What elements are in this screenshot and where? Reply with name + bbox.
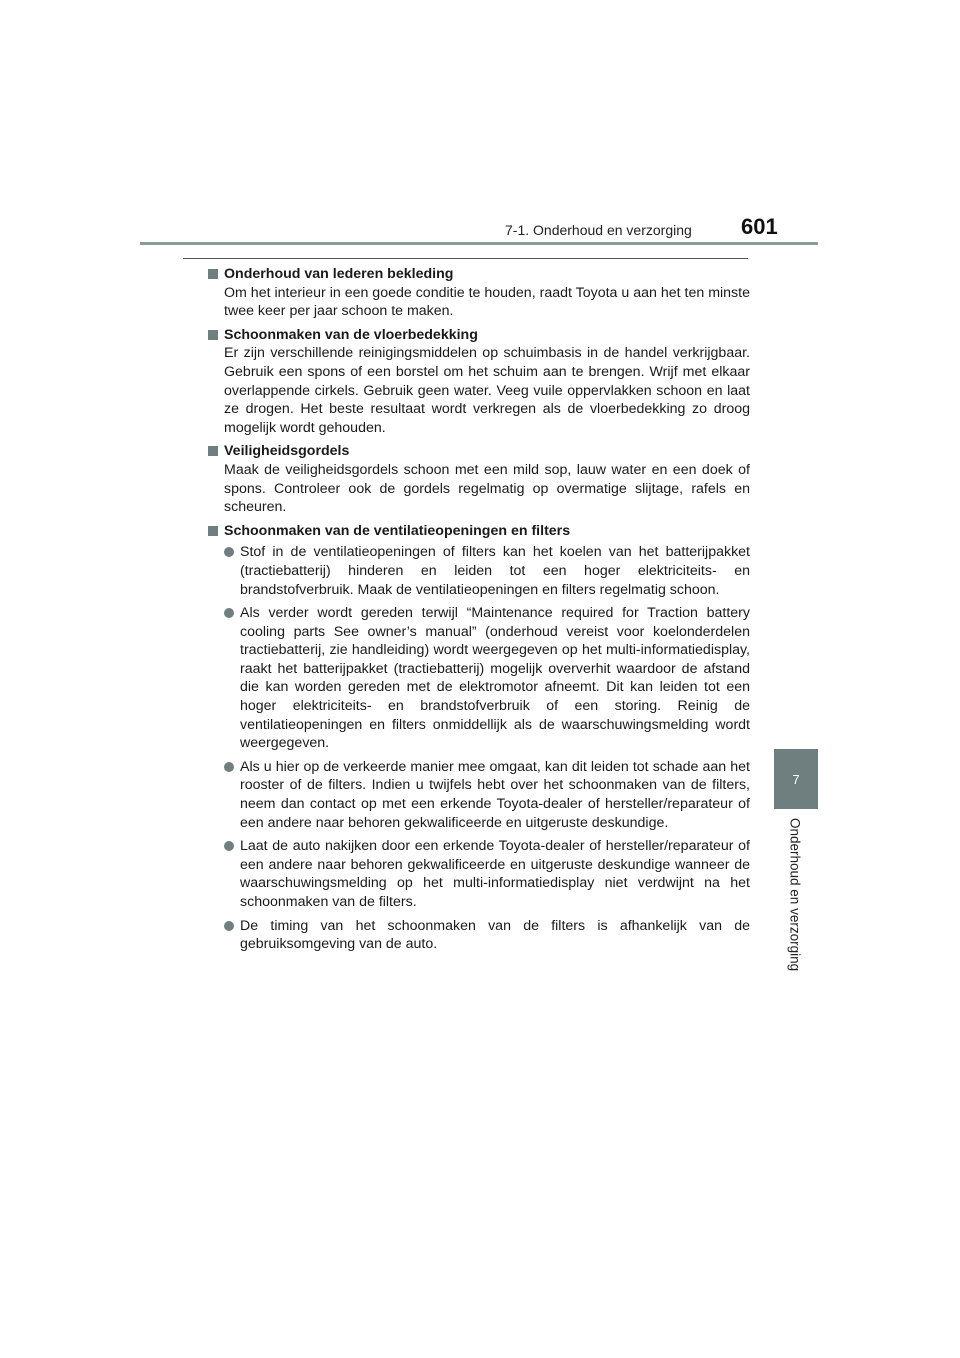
bullet-text: De timing van het schoonmaken van de filters is afhankelijk van de gebruiksomgeving van de auto. — [240, 917, 750, 953]
section-seatbelts — [208, 442, 750, 516]
section-heading-text: Schoonmaken van de ventilatieopeningen en filters — [224, 522, 571, 539]
section-ventilation — [208, 522, 750, 954]
round-bullet-icon — [224, 762, 234, 772]
section-paragraph: Maak de veiligheidsgordels schoon met een mild sop, lauw water en een doek of spons. Controleer ook de gordels regelmatig op overmatige slijtage, rafels en scheuren. — [224, 461, 750, 516]
square-bullet-icon — [208, 269, 218, 279]
bullet-item — [240, 837, 750, 911]
square-bullet-icon — [208, 526, 218, 536]
chapter-label: Onderhoud en verzorging — [787, 818, 803, 972]
round-bullet-icon — [224, 921, 234, 931]
bullet-item — [240, 604, 750, 753]
section-heading — [224, 522, 750, 541]
bullet-item — [240, 543, 750, 599]
header-section-title: 7-1. Onderhoud en verzorging — [505, 222, 692, 238]
round-bullet-icon — [224, 608, 234, 618]
square-bullet-icon — [208, 330, 218, 340]
page-content — [208, 265, 750, 959]
chapter-number: 7 — [792, 771, 800, 787]
section-heading — [224, 442, 750, 461]
section-heading-text: Schoonmaken van de vloerbedekking — [224, 326, 478, 343]
section-leather — [208, 265, 750, 321]
bullet-item — [240, 917, 750, 954]
page-number: 601 — [741, 214, 778, 239]
chapter-side-label — [772, 818, 818, 998]
bullet-text: Als verder wordt gereden terwijl “Maintenance required for Traction battery cooling parts See owner’s manual” (onderhoud vereist voor koelonderdelen tractiebatterij, zie handleiding) wordt weergegeven op het multi-informatiedisplay, raakt het batterijpakket (tractiebatterij) mogelijk oververhit waardoor de afstand die kan worden gereden met de elektromotor afneemt. Dit kan leiden tot een hoger elektriciteits- en brandstofverbruik of een storing. Reinig de ventilatieopeningen en filters onmiddellijk als de waarschuwingsmelding wordt weergegeven. — [240, 605, 750, 752]
content-top-rule — [183, 258, 748, 259]
bullet-item — [240, 758, 750, 832]
bullet-text: Laat de auto nakijken door een erkende Toyota-dealer of hersteller/reparateur of een andere naar behoren gekwalificeerde en uitgeruste deskundige wanneer de waarschuwingsmelding op het multi-informatiedisplay niet verdwijnt na het schoonmaken van de filters. — [240, 838, 750, 910]
section-heading-text: Veiligheidsgordels — [224, 443, 350, 460]
section-carpet — [208, 326, 750, 438]
round-bullet-icon — [224, 547, 234, 557]
bullet-text: Als u hier op de verkeerde manier mee omgaat, kan dit leiden tot schade aan het rooster of de filters. Indien u twijfels hebt over het schoonmaken van de filters, neem dan contact op met een erkende Toyota-dealer of hersteller/reparateur of een andere naar behoren gekwalificeerde en uitgeruste deskundige. — [240, 758, 750, 831]
chapter-tab — [774, 749, 818, 809]
section-heading — [224, 265, 750, 284]
round-bullet-icon — [224, 841, 234, 851]
header-rule — [140, 242, 818, 245]
section-paragraph: Om het interieur in een goede conditie te houden, raadt Toyota u aan het ten minste twee keer per jaar schoon te maken. — [224, 284, 750, 320]
square-bullet-icon — [208, 446, 218, 456]
bullet-text: Stof in de ventilatieopeningen of filters kan het koelen van het batterijpakket (tractiebatterij) hinderen en leiden tot een hoger elektriciteits- en brandstofverbruik. Maak de ventilatieopeningen en filters regelmatig schoon. — [240, 544, 750, 598]
section-heading-text: Onderhoud van lederen bekleding — [224, 266, 454, 282]
section-heading — [224, 326, 750, 345]
section-paragraph: Er zijn verschillende reinigingsmiddelen op schuimbasis in de handel verkrijgbaar. Gebruik een spons of een borstel om het schuim aan te brengen. Wrijf met elkaar overlappende cirkels. Gebruik geen water. Veeg vuile oppervlakken schoon en laat ze drogen. Het beste resultaat wordt verkregen als de vloerbedekking zo droog mogelijk wordt gehouden. — [224, 345, 750, 436]
